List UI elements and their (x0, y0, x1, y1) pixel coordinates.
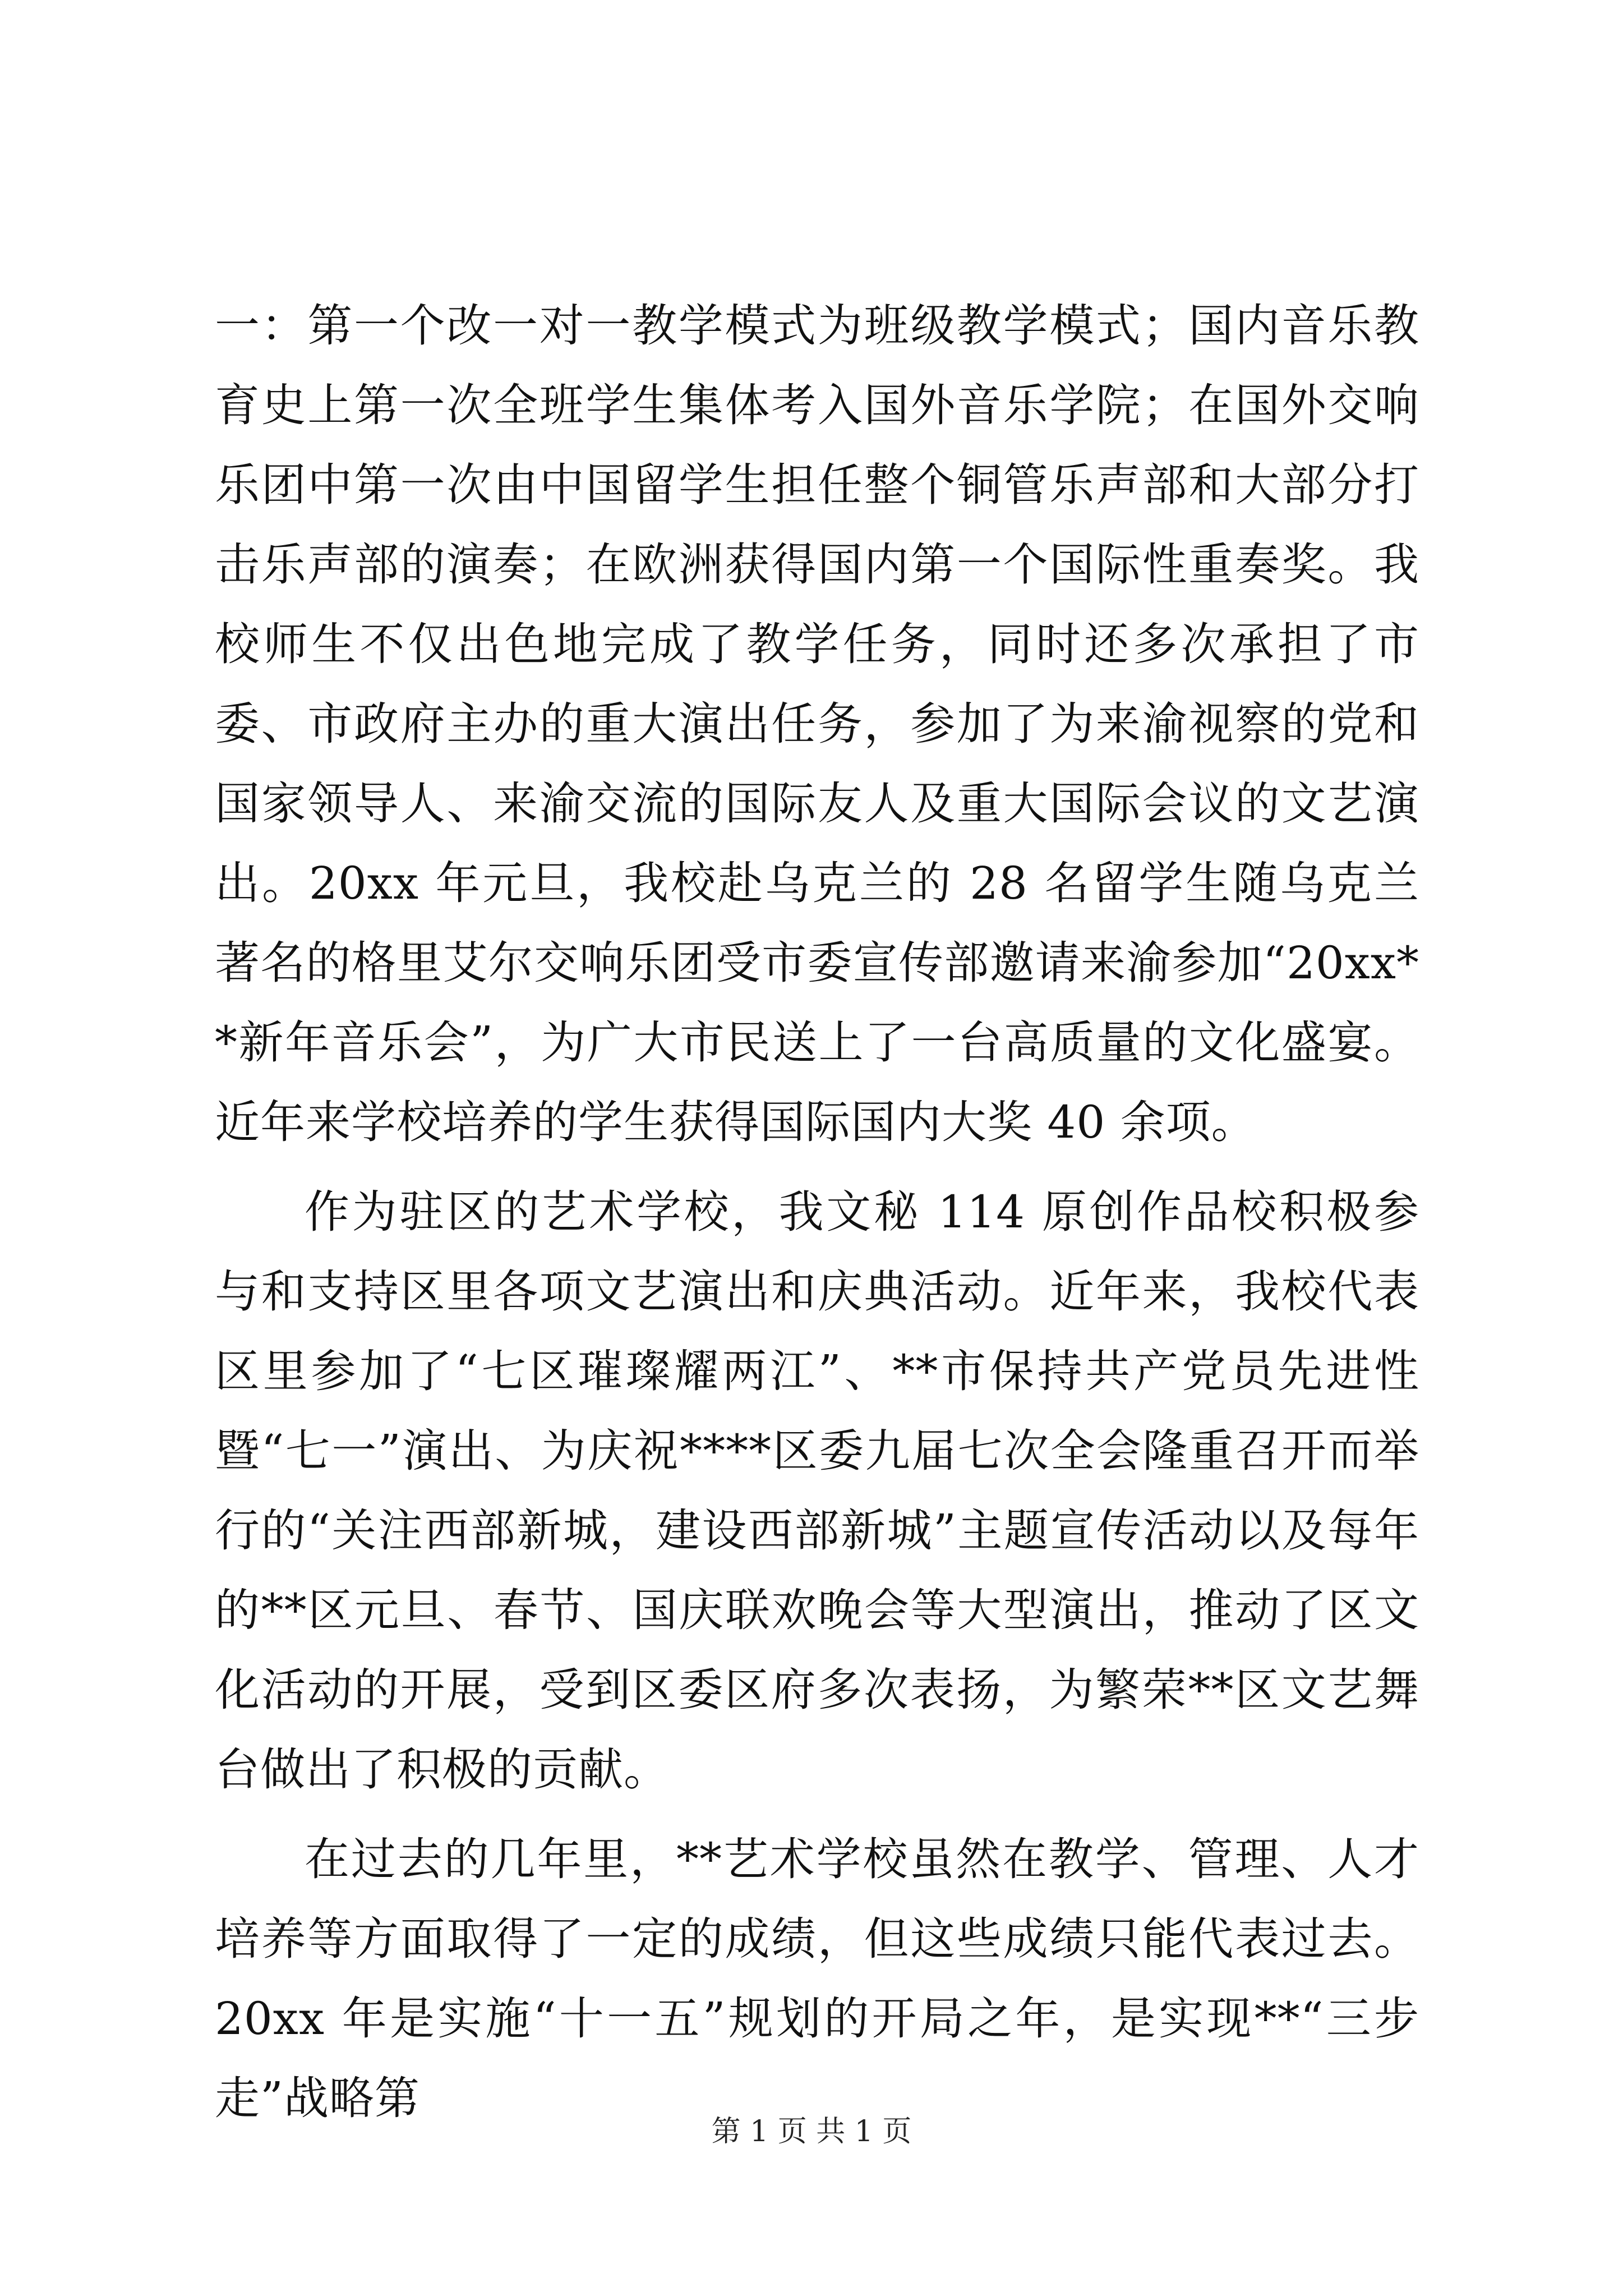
page-footer: 第 1 页 共 1 页 (711, 2115, 912, 2148)
paragraph-2: 作为驻区的艺术学校，我文秘 114 原创作品校积极参与和支持区里各项文艺演出和庆典活动。近年来，我校代表区里参加了“七区璀璨耀两江”、**市保持共产党员先进性暨“七一”演出、为庆祝****区委九届七次全会隆重召开而举行的“关注西部新城，建设西部新城”主题宣传活动以及每年的**区元旦、春节、国庆联欢晚会等大型演出，推动了区文化活动的开展，受到区委区府多次表扬，为繁荣**区文艺舞台做出了积极的贡献。 (215, 1186, 1419, 1796)
paragraph-3: 在过去的几年里，**艺术学校虽然在教学、管理、人才培养等方面取得了一定的成绩，但这些成绩只能代表过去。20xx 年是实施“十一五”规划的开局之年，是实现**“三步走”战略第 (215, 1833, 1419, 2124)
paragraph-1: 一：第一个改一对一教学模式为班级教学模式；国内音乐教育史上第一次全班学生集体考入国外音乐学院；在国外交响乐团中第一次由中国留学生担任整个铜管乐声部和大部分打击乐声部的演奏；在欧洲获得国内第一个国际性重奏奖。我校师生不仅出色地完成了教学任务，同时还多次承担了市委、市政府主办的重大演出任务，参加了为来渝视察的党和国家领导人、来渝交流的国际友人及重大国际会议的文艺演出。20xx 年元旦，我校赴乌克兰的 28 名留学生随乌克兰著名的格里艾尔交响乐团受市委宣传部邀请来渝参加“20xx**新年音乐会”，为广大市民送上了一台高质量的文化盛宴。近年来学校培养的学生获得国际国内大奖 40 余项。 (215, 300, 1419, 1148)
document-body (215, 286, 1419, 2138)
